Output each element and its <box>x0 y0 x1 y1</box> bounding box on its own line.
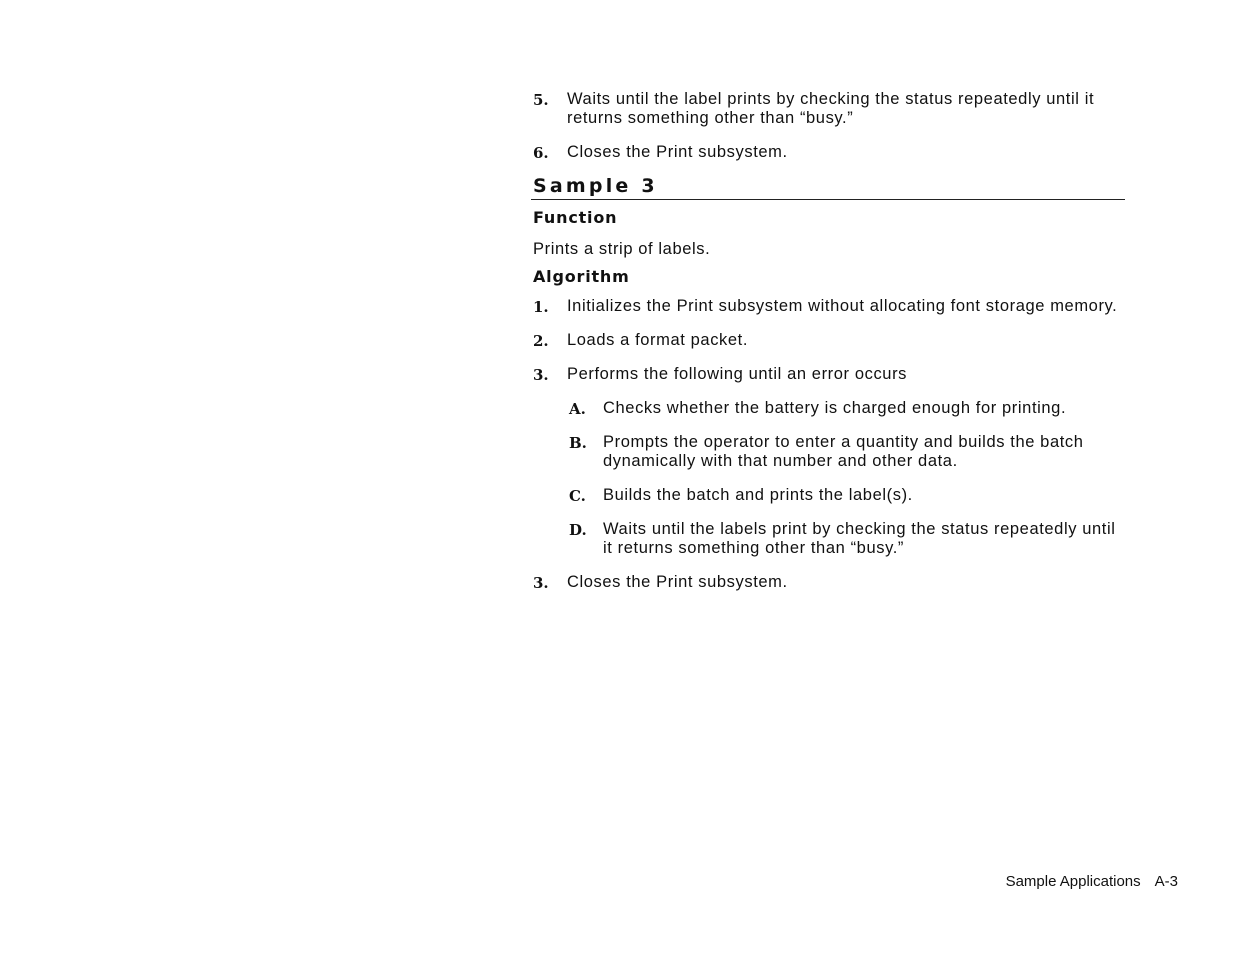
footer-section-name: Sample Applications <box>1005 873 1141 890</box>
item-text: Waits until the label prints by checking the status repeatedly until it returns something other than “busy.” <box>567 90 1095 127</box>
function-text: Prints a strip of labels. <box>533 240 711 258</box>
item-text: Waits until the labels print by checking the status repeatedly until it returns something other than “busy.” <box>603 520 1116 557</box>
page-number: A-3 <box>1154 873 1178 890</box>
item-text: Prompts the operator to enter a quantity and builds the batch dynamically with that number and other data. <box>603 433 1084 470</box>
function-heading: Function <box>533 208 618 227</box>
sub-list-item <box>569 520 1125 558</box>
item-letter: D. <box>569 521 587 539</box>
list-item <box>533 331 1125 350</box>
item-number: 2. <box>533 332 549 350</box>
item-text: Builds the batch and prints the label(s). <box>603 486 913 504</box>
list-item <box>533 297 1125 316</box>
item-letter: C. <box>569 487 586 505</box>
item-number: 5. <box>533 91 549 109</box>
sub-list-item <box>569 486 1125 505</box>
item-text: Performs the following until an error occurs <box>567 365 908 383</box>
item-text: Loads a format packet. <box>567 331 749 349</box>
item-number: 6. <box>533 144 549 162</box>
list-item <box>533 573 1125 592</box>
list-item <box>533 143 1125 162</box>
list-item <box>533 90 1125 128</box>
section-title: Sample 3 <box>531 175 1125 200</box>
item-number: 3. <box>533 366 549 384</box>
list-item <box>533 365 1125 384</box>
page-footer <box>1006 873 1178 890</box>
item-number: 3. <box>533 574 549 592</box>
item-letter: B. <box>569 434 587 452</box>
item-text: Initializes the Print subsystem without allocating font storage memory. <box>567 297 1118 315</box>
page-content <box>533 90 1125 607</box>
algorithm-heading: Algorithm <box>533 267 630 286</box>
item-text: Closes the Print subsystem. <box>567 573 788 591</box>
item-number: 1. <box>533 298 549 316</box>
sub-list-item <box>569 433 1125 471</box>
item-text: Checks whether the battery is charged enough for printing. <box>603 399 1067 417</box>
item-text: Closes the Print subsystem. <box>567 143 788 161</box>
sub-list-item <box>569 399 1125 418</box>
item-letter: A. <box>569 400 586 418</box>
